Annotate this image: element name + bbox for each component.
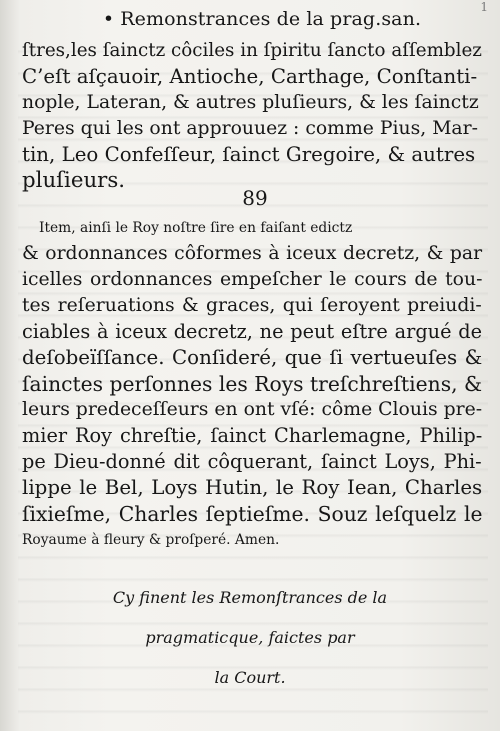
paragraph-2-line: deſobeïſſance. Conſideré, que ſi vertueuſes &	[22, 346, 483, 369]
paragraph-2-line: ſainctes perſonnes les Roys treſchreſtiens, &	[22, 372, 483, 396]
section-number: 89	[242, 186, 268, 210]
closing-line: pragmaticque, faictes par	[145, 628, 355, 647]
paragraph-1-line: C’eſt aſçauoir, Antioche, Carthage, Conſtanti-	[22, 65, 478, 88]
paragraph-2-line: icelles ordonnances empeſcher le cours de tou-	[22, 269, 483, 290]
paragraph-2-line: Royaume à fleury & proſperé. Amen.	[22, 532, 280, 548]
header-bullet: •	[102, 8, 115, 30]
paragraph-1-line: nople, Lateran, & autres pluſieurs, & les ſainctz	[22, 92, 479, 113]
paragraph-2-line: lippe le Bel, Loys Hutin, le Roy Iean, Charles	[22, 476, 483, 499]
paragraph-1-line: pluſieurs.	[22, 168, 126, 193]
paragraph-2-line: pe Dieu-donné dit côquerant, ſainct Loys, Phi-	[22, 450, 482, 473]
paragraph-2-line: ſixieſme, Charles ſeptieſme. Souz leſquelz le	[22, 502, 483, 526]
paragraph-2-line: ciables à iceux decretz, ne peut eſtre argué de	[22, 320, 482, 343]
closing-line: la Court.	[214, 668, 286, 687]
header-title: Remonstrances de la prag.san.	[120, 8, 422, 30]
paragraph-2-line: mier Roy chreſtie, ſainct Charlemagne, Philip-	[22, 424, 483, 447]
paragraph-2-line: leurs predeceſſeurs en ont vſé: côme Clouis pre-	[22, 399, 483, 420]
corner-mark: 1	[480, 0, 488, 14]
paragraph-2-line: & ordonnances côformes à iceux decretz, & par	[22, 243, 483, 264]
paragraph-2-line: Item, ainſi le Roy noſtre ſire en faiſant edictz	[39, 220, 353, 236]
paragraph-1-line: tin, Leo Confeſſeur, ſainct Gregoire, & autres	[22, 143, 476, 166]
closing-line: Cy finent les Remonſtrances de la	[112, 588, 388, 607]
paragraph-2-line: tes reſeruations & graces, qui ſeroyent preiudi-	[22, 295, 482, 316]
running-header	[52, 8, 472, 32]
paragraph-1-line: Peres qui les ont approuuez : comme Pius, Mar-	[22, 118, 478, 139]
paragraph-1-line: ſtres,les ſainctz côciles in ſpiritu ſancto aſſemblez	[22, 40, 482, 61]
